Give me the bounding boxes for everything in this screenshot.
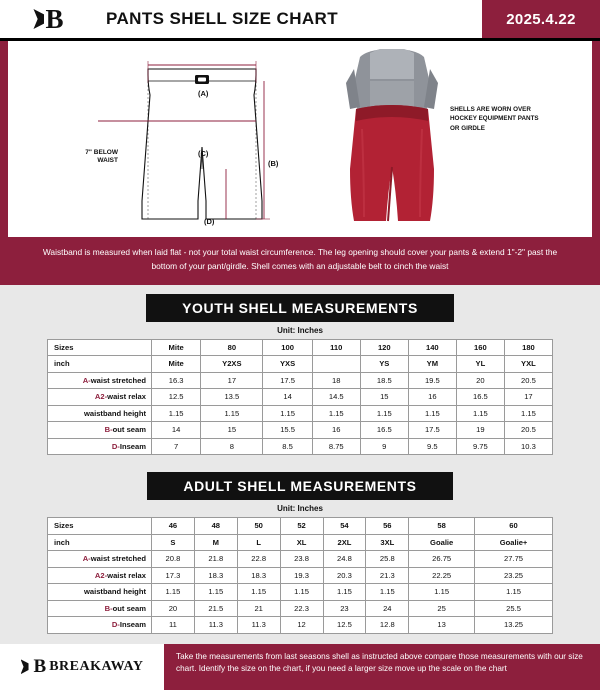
table-cell: 10.3 (504, 438, 552, 455)
callout-c: (C) (198, 149, 209, 158)
table-cell: 1.15 (194, 584, 237, 601)
callout-a: (A) (198, 89, 209, 98)
row-marker: A- (82, 375, 91, 385)
table-cell: 27.75 (475, 551, 553, 568)
table-cell: L (237, 534, 280, 551)
left-accent-bar (0, 41, 8, 237)
row-marker: A2- (94, 392, 108, 402)
wing-icon (33, 9, 44, 29)
wing-icon (21, 659, 29, 674)
right-accent-bar (592, 41, 600, 237)
table-cell: 80 (201, 339, 263, 356)
table-cell: 16 (312, 422, 360, 439)
table-cell: 160 (456, 339, 504, 356)
table-cell: 60 (475, 518, 553, 535)
row-label: A2-waist relax (48, 567, 152, 584)
row-label: A-waist stretched (48, 372, 152, 389)
table-cell: 52 (280, 518, 323, 535)
table-cell: 14 (263, 389, 312, 406)
table-row (48, 534, 553, 551)
table-row (48, 567, 553, 584)
row-label: B-out seam (48, 600, 152, 617)
table-cell: 1.15 (366, 584, 409, 601)
table-cell: 1.15 (475, 584, 553, 601)
table-cell: 21.5 (194, 600, 237, 617)
table-cell: 110 (312, 339, 360, 356)
table-cell: 21 (237, 600, 280, 617)
page-title: PANTS SHELL SIZE CHART (106, 9, 339, 28)
table-row (48, 389, 553, 406)
table-cell: 1.15 (312, 405, 360, 422)
table-cell: 1.15 (408, 405, 456, 422)
measurement-tables (0, 285, 600, 644)
adult-title-row (0, 463, 600, 504)
table-cell: 2XL (323, 534, 366, 551)
table-cell: 15.5 (263, 422, 312, 439)
table-cell: 20 (152, 600, 195, 617)
table-cell: 15 (360, 389, 408, 406)
table-cell: YS (360, 356, 408, 373)
table-cell: Mite (152, 356, 201, 373)
row-marker: B- (104, 603, 113, 613)
table-cell: 14.5 (312, 389, 360, 406)
footer-brand (0, 644, 164, 690)
row-marker: D- (111, 441, 120, 451)
table-cell: 11.3 (237, 617, 280, 634)
table-cell: 22.8 (237, 551, 280, 568)
row-label: waistband height (48, 405, 152, 422)
row-label: A2-waist relax (48, 389, 152, 406)
table-cell: 19.5 (408, 372, 456, 389)
table-cell: 25.8 (366, 551, 409, 568)
table-cell: 16 (408, 389, 456, 406)
table-cell: 19 (456, 422, 504, 439)
table-cell: 25 (409, 600, 475, 617)
row-label: waistband height (48, 584, 152, 601)
page-title-wrap (96, 0, 482, 38)
row-label: Sizes (48, 339, 152, 356)
table-row (48, 617, 553, 634)
table-cell: 17.5 (408, 422, 456, 439)
table-cell: 48 (194, 518, 237, 535)
pants-shell-photo (340, 49, 444, 231)
table-cell: 1.15 (280, 584, 323, 601)
table-cell: YXS (263, 356, 312, 373)
table-cell: Mite (152, 339, 201, 356)
table-cell: 20.3 (323, 567, 366, 584)
table-cell: 1.15 (323, 584, 366, 601)
table-cell: 1.15 (504, 405, 552, 422)
youth-title-row (0, 285, 600, 326)
table-row (48, 372, 553, 389)
table-cell: 50 (237, 518, 280, 535)
table-cell: 1.15 (456, 405, 504, 422)
row-marker: B- (104, 425, 113, 435)
youth-table (47, 339, 553, 456)
table-cell: 21.8 (194, 551, 237, 568)
table-cell: 20 (456, 372, 504, 389)
table-cell: 13.5 (201, 389, 263, 406)
table-cell: 24 (366, 600, 409, 617)
table-cell: 26.75 (409, 551, 475, 568)
table-row (48, 339, 553, 356)
table-cell: 12.5 (323, 617, 366, 634)
table-cell: 14 (152, 422, 201, 439)
table-cell: 120 (360, 339, 408, 356)
table-cell: 11 (152, 617, 195, 634)
table-cell: 15 (201, 422, 263, 439)
table-cell: M (194, 534, 237, 551)
row-marker: D- (111, 620, 120, 630)
table-cell: 18.3 (194, 567, 237, 584)
photo-note: SHELLS ARE WORN OVER HOCKEY EQUIPMENT PANTS OR GIRDLE (450, 106, 539, 132)
adult-table (47, 517, 553, 634)
table-cell: 3XL (366, 534, 409, 551)
table-cell: 1.15 (263, 405, 312, 422)
callout-d: (D) (204, 217, 215, 226)
table-cell: 180 (504, 339, 552, 356)
table-cell: 13.25 (475, 617, 553, 634)
table-cell: 1.15 (152, 405, 201, 422)
table-cell: YM (408, 356, 456, 373)
table-cell: 19.3 (280, 567, 323, 584)
table-cell: 17.5 (263, 372, 312, 389)
table-cell: 16.5 (456, 389, 504, 406)
adult-section-title: ADULT SHELL MEASUREMENTS (147, 472, 452, 500)
row-label: B-out seam (48, 422, 152, 439)
table-cell: XL (280, 534, 323, 551)
table-cell: 140 (408, 339, 456, 356)
table-cell: Goalie+ (475, 534, 553, 551)
table-row (48, 438, 553, 455)
row-label: Sizes (48, 518, 152, 535)
illustration-band (0, 41, 600, 237)
table-cell: 9.75 (456, 438, 504, 455)
row-label: inch (48, 356, 152, 373)
table-cell: 20.8 (152, 551, 195, 568)
footer-logo-letter: B (33, 655, 46, 677)
table-row (48, 551, 553, 568)
table-cell: 8.75 (312, 438, 360, 455)
row-marker: A- (82, 554, 91, 564)
row-label: D-Inseam (48, 617, 152, 634)
table-cell: 25.5 (475, 600, 553, 617)
table-cell: 12 (280, 617, 323, 634)
table-cell: 11.3 (194, 617, 237, 634)
table-cell: 1.15 (360, 405, 408, 422)
table-cell: 13 (409, 617, 475, 634)
callout-b: (B) (268, 159, 279, 168)
youth-section-title: YOUTH SHELL MEASUREMENTS (146, 294, 454, 322)
adult-unit: Unit: Inches (277, 504, 323, 514)
table-cell: 7 (152, 438, 201, 455)
row-label: A-waist stretched (48, 551, 152, 568)
table-cell: 17.3 (152, 567, 195, 584)
table-cell: 17 (504, 389, 552, 406)
table-cell: 12.8 (366, 617, 409, 634)
table-cell: YXL (504, 356, 552, 373)
row-marker: A2- (94, 570, 108, 580)
table-cell: 24.8 (323, 551, 366, 568)
table-cell: 21.3 (366, 567, 409, 584)
table-cell: 1.15 (201, 405, 263, 422)
footer-brand-name: BREAKAWAY (49, 658, 144, 674)
table-cell: Y2XS (201, 356, 263, 373)
row-label: D-Inseam (48, 438, 152, 455)
brand-logo (0, 0, 96, 38)
table-cell: 17 (201, 372, 263, 389)
table-cell: 22.25 (409, 567, 475, 584)
waist-note: 7" BELOW WAIST (85, 149, 118, 165)
table-cell: 12.5 (152, 389, 201, 406)
table-row (48, 422, 553, 439)
table-cell: 18 (312, 372, 360, 389)
table-cell: S (152, 534, 195, 551)
brand-logo-letter: B (45, 3, 63, 34)
table-cell: 8.5 (263, 438, 312, 455)
table-cell: 23.25 (475, 567, 553, 584)
youth-unit: Unit: Inches (277, 325, 323, 335)
table-cell: 16.3 (152, 372, 201, 389)
table-cell: 100 (263, 339, 312, 356)
footer-note: Take the measurements from last seasons shell as instructed above compare those measurements with our size chart. Identify the size on the chart, if you need a larger size move up the scale on the chart (164, 644, 600, 690)
table-cell: 18.3 (237, 567, 280, 584)
table-cell: 54 (323, 518, 366, 535)
page-footer (0, 644, 600, 690)
table-row (48, 518, 553, 535)
table-cell: 56 (366, 518, 409, 535)
table-cell: 20.5 (504, 372, 552, 389)
date-badge: 2025.4.22 (482, 0, 600, 38)
pants-technical-drawing (78, 51, 334, 231)
table-cell: 23.8 (280, 551, 323, 568)
table-cell: 1.15 (409, 584, 475, 601)
table-row (48, 356, 553, 373)
table-cell: 9 (360, 438, 408, 455)
table-cell (312, 356, 360, 373)
table-cell: 20.5 (504, 422, 552, 439)
table-cell: 23 (323, 600, 366, 617)
measurement-note: Waistband is measured when laid flat - not your total waist circumference. The leg opening should cover your pants & extend 1"-2" past the bottom of your pant/girdle. Shell comes with an adjustable belt to cinch the waist (0, 237, 600, 285)
table-cell: 1.15 (237, 584, 280, 601)
table-row (48, 584, 553, 601)
table-cell: 9.5 (408, 438, 456, 455)
row-label: inch (48, 534, 152, 551)
table-cell: YL (456, 356, 504, 373)
table-cell: 8 (201, 438, 263, 455)
table-row (48, 405, 553, 422)
table-cell: 58 (409, 518, 475, 535)
table-row (48, 600, 553, 617)
page-header (0, 0, 600, 41)
table-cell: 18.5 (360, 372, 408, 389)
table-cell: 22.3 (280, 600, 323, 617)
table-cell: 46 (152, 518, 195, 535)
table-cell: Goalie (409, 534, 475, 551)
table-cell: 1.15 (152, 584, 195, 601)
table-cell: 16.5 (360, 422, 408, 439)
